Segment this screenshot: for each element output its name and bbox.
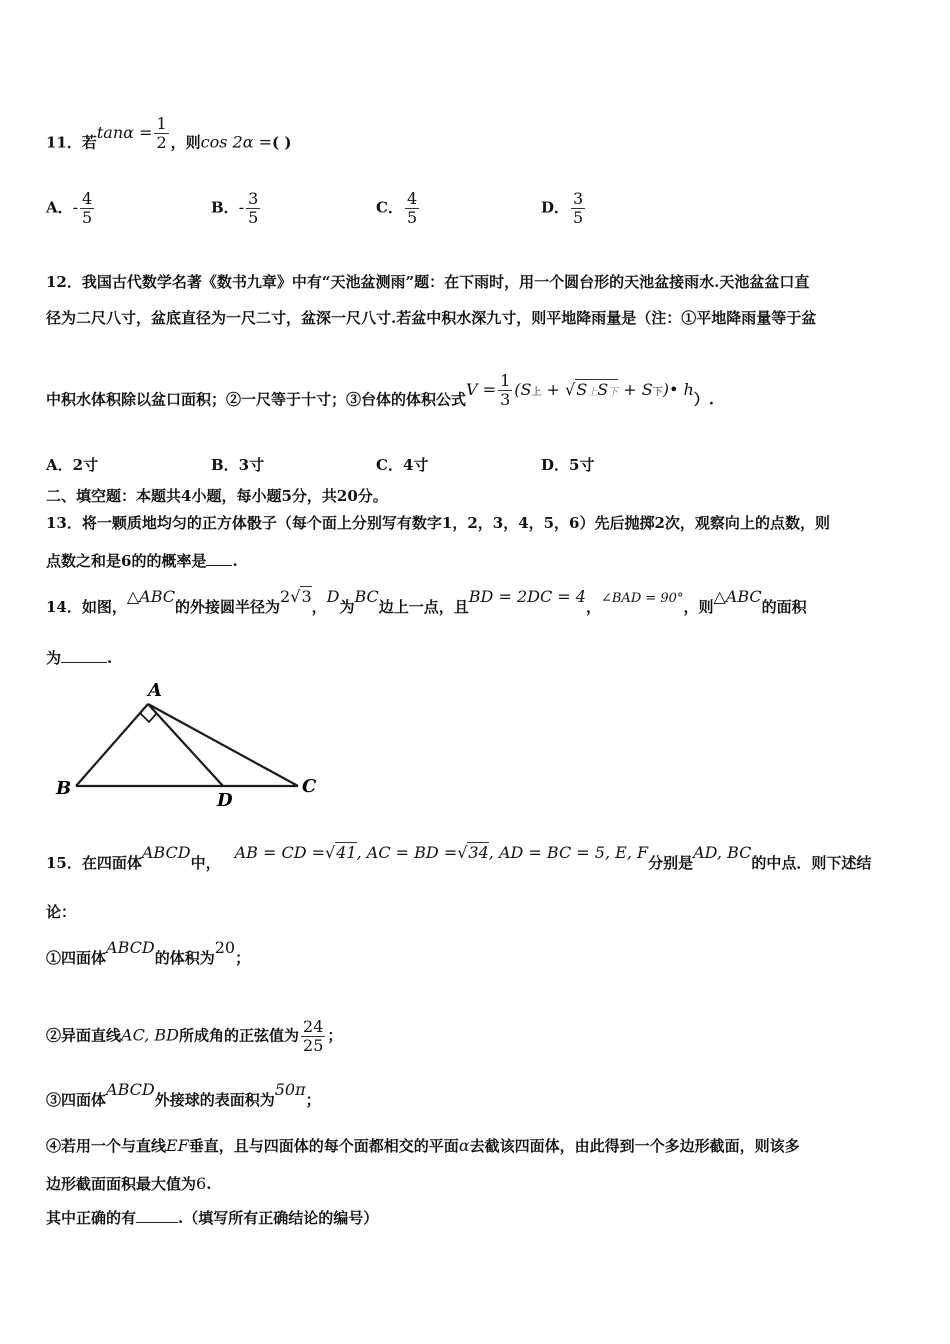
- vertex-b-label: B: [56, 778, 72, 799]
- q12-option-d[interactable]: D．5寸: [541, 456, 595, 474]
- q12-line-1: 12．我国古代数学名著《数书九章》中有“天池盆测雨”题：在下雨时，用一个圆台形的天池盆接雨水.天池盆盆口直: [46, 273, 810, 291]
- q12-option-c[interactable]: C．4寸: [376, 456, 429, 474]
- q14-line-2: 为 .: [46, 649, 113, 667]
- right-angle-mark: [140, 713, 157, 722]
- triangle-figure: [52, 676, 332, 811]
- vertex-d-label: D: [217, 790, 233, 811]
- q13-line-2: 点数之和是6的的概率是 .: [46, 552, 238, 570]
- q15-answer-blank[interactable]: [136, 1222, 178, 1223]
- q12-line-2: 径为二尺八寸，盆底直径为一尺二寸，盆深一尺八寸.若盆中积水深九寸，则平地降雨量是（注：①平地降雨量等于盆: [46, 309, 817, 327]
- q15-final: 其中正确的有 .（填写所有正确结论的编号）: [46, 1209, 379, 1227]
- q15-statement-4-cont: 边形截面面积最大值为6.: [46, 1174, 212, 1193]
- edge-ad: [148, 704, 223, 786]
- q11-option-d[interactable]: D． $\frac{3}{5}$: [541, 189, 584, 227]
- q15-line-1: 15．在四面体ABCD中，AB = CD =√41, AC = BD =√34, AD = BC = 5, E, F分别是AD, BC的中点．则下述结: [46, 843, 872, 872]
- q11-expression: cos 2α =: [200, 132, 273, 152]
- edge-ac: [148, 704, 298, 786]
- q12-option-a[interactable]: A．2寸: [46, 456, 99, 474]
- q14-line-1: 14．如图，△ABC的外接圆半径为2√3，D为BC边上一点，且BD = 2DC = 4，∠BAD = 90°，则△ABC的面积: [46, 587, 807, 616]
- q11-option-a[interactable]: A．- $\frac{4}{5}$: [46, 189, 93, 227]
- q15-statement-2: ②异面直线AC, BD所成角的正弦值为 $\frac{24}{25}$ ；: [46, 1017, 343, 1055]
- q15-statement-3: ③四面体ABCD外接球的表面积为50π；: [46, 1080, 321, 1109]
- q15-statement-1: ①四面体ABCD的体积为20；: [46, 938, 251, 967]
- q13-answer-blank[interactable]: [206, 565, 232, 566]
- q12-line-3: 中积水体积除以盆口面积；②一尺等于十寸；③台体的体积公式V = $\frac{1}{3}$ (S上 + √S上S下 + S下)• h）.: [46, 371, 715, 409]
- q15-line-2: 论：: [46, 903, 77, 921]
- q11-option-c[interactable]: C． $\frac{4}{5}$: [376, 189, 418, 227]
- q14-answer-blank[interactable]: [61, 662, 107, 663]
- q13-line-1: 13．将一颗质地均匀的正方体骰子（每个面上分别写有数字1，2，3，4，5，6）先后抛掷2次，观察向上的点数，则: [46, 514, 830, 532]
- q11-option-b[interactable]: B．- $\frac{3}{5}$: [211, 189, 259, 227]
- q11-stem: 11．若tanα = $\frac{1}{2}$ ，则cos 2α =( ): [46, 114, 292, 152]
- edge-ab: [76, 704, 148, 786]
- q11-condition: tanα =: [96, 122, 153, 142]
- vertex-c-label: C: [302, 776, 317, 797]
- section-heading: 二、填空题：本题共4小题，每小题5分，共20分。: [46, 487, 388, 505]
- q12-option-b[interactable]: B．3寸: [211, 456, 265, 474]
- q11-fraction: $\frac{1}{2}$: [156, 114, 167, 152]
- vertex-a-label: A: [148, 680, 162, 701]
- q15-statement-4: ④若用一个与直线EF垂直，且与四面体的每个面都相交的平面α去截该四面体，由此得到一个多边形截面，则该多: [46, 1136, 800, 1155]
- q11-number: 11．若: [46, 133, 97, 152]
- q12-formula: V = $\frac{1}{3}$ (S上 + √S上S下 + S下)• h: [466, 371, 694, 409]
- q15-condition: AB = CD =√41, AC = BD =√34, AD = BC = 5, E, F: [234, 843, 649, 862]
